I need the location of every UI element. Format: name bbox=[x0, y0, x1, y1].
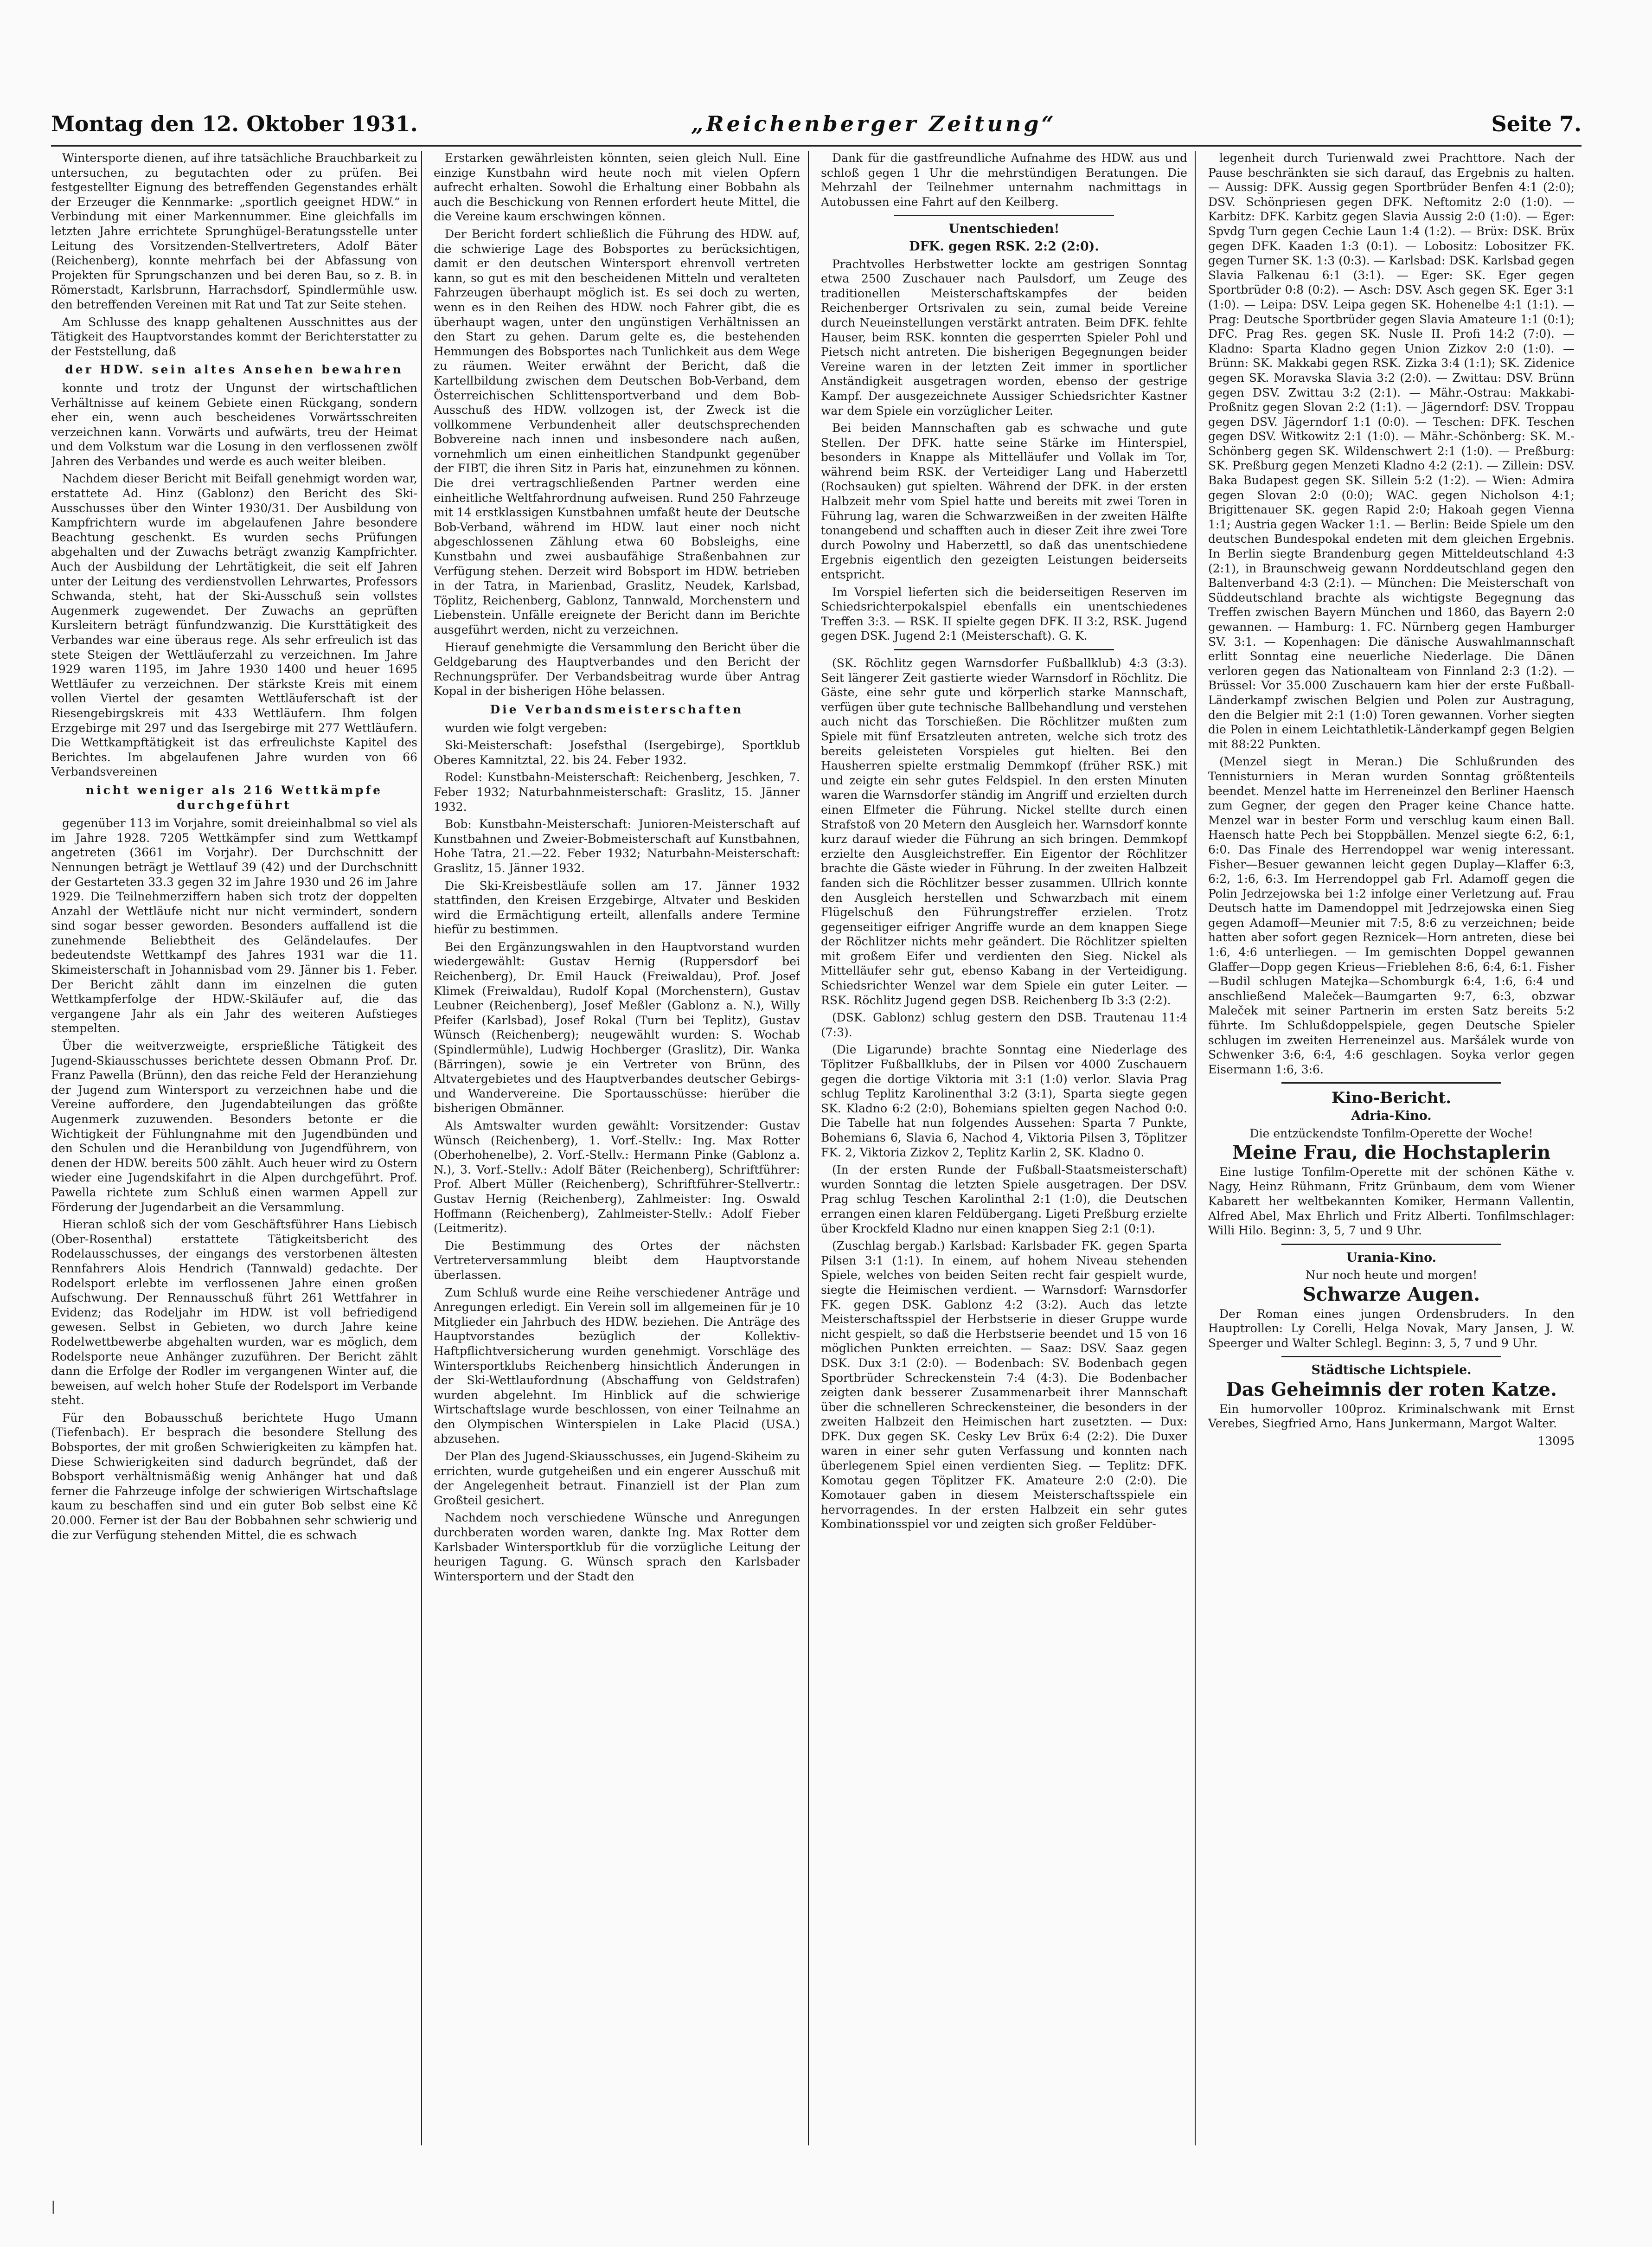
paragraph: Zum Schluß wurde eine Reihe verschiedener Anträge und Anregungen erledigt. Ein Verein soll im allgemeinen für je 10 Mitglieder ein Jahrbuch des HDW. beziehen. Die Anträge des Hauptvorstandes bezüglich der Kollektiv-Haftpflichtversicherung wurden genehmigt. Vorschläge des Wintersportklubs Reichenberg hinsichtlich Änderungen in der Ski-Wettlaufordnung (Abschaffung von Geldstrafen) wurden abgelehnt. Im Hinblick auf die schwierige Wirtschaftslage wurde beschlossen, von einer Teilnahme an den Olympischen Winterspielen in Lake Placid (USA.) abzusehen. bbox=[434, 1285, 800, 1446]
film-title: Schwarze Augen. bbox=[1302, 1283, 1480, 1305]
separator-rule bbox=[894, 649, 1114, 650]
paragraph: Im Vorspiel lieferten sich die beiderseitigen Reserven im Schiedsrichterpokalspiel ebenfalls ein unentschiedenes Treffen 3:3. — RSK. II spielte gegen DFK. II 3:2, RSK. Jugend gegen DSK. Jugend 2:1 (Meisterschaft). G. K. bbox=[821, 585, 1187, 643]
header-rule bbox=[51, 145, 1582, 147]
paragraph: Am Schlusse des knapp gehaltenen Ausschnittes aus der Tätigkeit des Hauptvorstandes kommt der Berichterstatter zu der Feststellung, daß bbox=[51, 315, 417, 358]
paragraph: Rodel: Kunstbahn-Meisterschaft: Reichenberg, Jeschken, 7. Feber 1932; Naturbahnmeisterschaft: Graslitz, 15. Jänner 1932. bbox=[434, 770, 800, 814]
paragraph: Bob: Kunstbahn-Meisterschaft: Junioren-Meisterschaft auf Kunstbahnen und Zweier-Bobmeisterschaft auf Kunstbahnen, Hohe Tatra, 21.—22. Feber 1932; Naturbahn-Meisterschaft: Graslitz, 15. Jänner 1932. bbox=[434, 817, 800, 875]
paragraph: konnte und trotz der Ungunst der wirtschaftlichen Verhältnisse auf keinem Gebiete einen Rückgang, sondern eher ein, wenn auch bescheidenes Vorwärtsschreiten verzeichnen kann. Vorwärts und aufwärts, treu der Heimat und dem Volkstum war die Losung in den verflossenen zwölf Jahren des Verbandes und werde es auch weiter bleiben. bbox=[51, 381, 417, 468]
separator-rule bbox=[894, 215, 1114, 216]
paragraph: Wintersporte dienen, auf ihre tatsächliche Brauchbarkeit zu untersuchen, zu begutachten oder zu prüfen. Bei festgestellter Eignung des betreffenden Gegenstandes erhält der Erzeuger die Kennmarke: „sportlich geeignet HDW.“ in Verbindung mit einer Markennummer. Eine gleichfalls im letzten Jahre errichtete Sprunghügel-Beratungsstelle unter Leitung des Vorsitzenden-Stellvertreters, Adolf Bäter (Reichenberg), konnte mehrfach bei der Abfassung von Projekten für Sprungschanzen und bei deren Bau, so z. B. in Römerstadt, Karlsbrunn, Harrachsdorf, Spindlermühle usw. den betreffenden Vereinen mit Rat und Tat zur Seite stehen. bbox=[51, 151, 417, 311]
paragraph: Hieran schloß sich der vom Geschäftsführer Hans Liebisch (Ober-Rosenthal) erstattete Tätigkeitsbericht des Rodelausschusses, der eingangs des verstorbenen ältesten Rennfahrers Alois Hendrich (Tannwald) gedachte. Der Rodelsport erlebte im verflossenen Jahre einen großen Aufschwung. Der Rennausschuß führt 261 Wettfahrer in Evidenz; das Rodeljahr im HDW. ist voll befriedigend gewesen. Selbst in Gebieten, wo durch Jahre keine Rodelwettbewerbe abgehalten wurden, war es möglich, dem Rodelsporte neue Anhänger zuzuführen. Der Bericht zählt dann die Erfolge der Rodler im vergangenen Winter auf, die beweisen, auf welch hoher Stufe der Rodelsport im Verbande steht. bbox=[51, 1218, 417, 1407]
column-rule-2 bbox=[808, 151, 809, 2145]
separator-rule bbox=[1281, 1082, 1501, 1084]
paragraph: Ein humorvoller 100proz. Kriminalschwank mit Ernst Verebes, Siegfried Arno, Hans Junkermann, Margot Walter. bbox=[1208, 1402, 1575, 1431]
paragraph: Der Plan des Jugend-Skiausschusses, ein Jugend-Skiheim zu errichten, wurde gutgeheißen und ein engerer Ausschuß mit der Angelegenheit betraut. Finanziell ist der Plan zum Großteil gesichert. bbox=[434, 1450, 800, 1507]
spaced-heading: Die Verbandsmeisterschaften bbox=[490, 702, 744, 716]
paragraph: Für den Bobausschuß berichtete Hugo Umann (Tiefenbach). Er besprach die besondere Stellung des Bobsportes, der mit großen Schwierigkeiten zu kämpfen hat. Diese Schwierigkeiten sind dadurch begründet, daß der Bobsport verhältnismäßig wenig Anhänger hat und daß ferner die Fahrzeuge infolge der schwierigen Wirtschaftslage kaum zu beschaffen sind und ein guter Bob selbst eine Kč 20.000. Ferner ist der Bau der Bobbahnen sehr schwierig und die zur Verfügung stehenden Mittel, die es schwach bbox=[51, 1411, 417, 1542]
paragraph: wurden wie folgt vergeben: bbox=[445, 721, 607, 735]
separator-rule bbox=[1281, 1244, 1501, 1245]
page-header bbox=[51, 111, 1582, 144]
paragraph: (In der ersten Runde der Fußball-Staatsmeisterschaft) wurden Sonntag die letzten Spiele ausgetragen. Der DSV. Prag schlug Teschen Karolinthal 2:1 (1:0), die Deutschen errangen einen klaren Feldübergang. Ligeti Preßburg erzielte über Krockfeld Kladno nur einen knappen Sieg 2:1 (0:1). bbox=[821, 1163, 1187, 1235]
paragraph: (Zuschlag bergab.) Karlsbad: Karlsbader FK. gegen Sparta Pilsen 3:1 (1:1). In einem, auf hohem Niveau stehenden Spiele, welches von beiden Seiten recht fair gespielt wurde, siegte die Heimischen verdient. — Warnsdorf: Warnsdorfer FK. gegen DSK. Gablonz 4:2 (3:2). Auch das letzte Meisterschaftsspiel der Herbstserie in dieser Gruppe wurde nicht gespielt, so daß die Herbstserie beendet und 15 von 16 möglichen Punkten erreichten. — Saaz: DSV. Saaz gegen DSK. Dux 3:1 (2:0). — Bodenbach: SV. Bodenbach gegen Sportbrüder Schreckenstein 7:4 (4:3). Die Bodenbacher zeigten dank besserer Zusammenarbeit ihrer Mannschaft über die schnelleren Schreckensteiner, die besonders in der zweiten Halbzeit den Heimischen hart zusetzten. — Dux: DFK. Dux gegen SK. Cesky Lev Brüx 6:4 (2:2). Die Duxer waren in einer sehr guten Verfassung und konnten nach überlegenem Spiel einen verdienten Sieg. — Teplitz: DFK. Komotau gegen Töplitzer FK. Amateure 2:0 (2:0). Die Komotauer gaben in diesem Meisterschaftsspiele ein hervorragendes. In der ersten Halbzeit ein sehr gutes Kombinationsspiel vor und zeigten sich großer Feldüber- bbox=[821, 1239, 1187, 1531]
separator-rule bbox=[1281, 1356, 1501, 1357]
centered-line: Die entzückendste Tonfilm-Operette der Woche! bbox=[1249, 1126, 1533, 1140]
column-rule-3 bbox=[1195, 151, 1196, 2145]
column-2 bbox=[434, 151, 800, 2145]
paragraph: Als Amtswalter wurden gewählt: Vorsitzender: Gustav Wünsch (Reichenberg), 1. Vorf.-Stellv.: Ing. Max Rotter (Oberhohenelbe), 2. Vorf.-Stellv.: Hermann Pinke (Gablonz a. N.), 3. Vorf.-Stellv.: Adolf Bäter (Reichenberg), Schriftführer: Prof. Albert Müller (Reichenberg), Schriftführer-Stellvertr.: Gustav Hernig (Reichenberg), Zahlmeister: Ing. Oswald Hoffmann (Reichenberg), Zahlmeister-Stellv.: Adolf Fieber (Leitmeritz). bbox=[434, 1119, 800, 1235]
paragraph: Der Roman eines jungen Ordensbruders. In den Hauptrollen: Ly Corelli, Helga Novak, Mary Jansen, J. W. Speerger und Walter Schlegl. Beginn: 3, 5, 7 und 9 Uhr. bbox=[1208, 1307, 1575, 1350]
paragraph: legenheit durch Turienwald zwei Prachttore. Nach der Pause beschränkten sie sich darauf, das Ergebnis zu halten. — Aussig: DFK. Aussig gegen Sportbrüder Benfen 4:1 (2:0); DSV. Schönpriesen gegen DFK. Neftomitz 2:0 (1:0). — Karbitz: DFK. Karbitz gegen Slavia Aussig 2:0 (1:0). — Eger: Spvdg Turn gegen Cechie Laun 1:4 (1:2). — Brüx: DSK. Brüx gegen DFK. Kaaden 1:3 (0:1). — Lobositz: Lobositzer FK. gegen Turner SK. 1:3 (0:3). — Karlsbad: DSK. Karlsbad gegen Slavia Falkenau 6:1 (3:1). — Eger: SK. Eger gegen Sportbrüder 0:8 (0:2). — Asch: DSV. Asch gegen SK. Eger 3:1 (1:0). — Leipa: DSV. Leipa gegen SK. Hohenelbe 4:1 (1:1). — Prag: Deutsche Sportbrüder gegen Slavia Amateure 1:1 (0:1); DFC. Prag Res. gegen SK. Nusle II. Profi 14:2 (7:0). — Kladno: Sparta Kladno gegen Union Zizkov 2:0 (1:0). — Brünn: SK. Makkabi gegen RSK. Zizka 3:4 (1:1); SK. Zidenice gegen SK. Moravska Slavia 3:2 (2:0). — Zwittau: DSV. Brünn gegen DSV. Zwittau 3:2 (2:1). — Mähr.-Ostrau: Makkabi-Proßnitz gegen Slovan 2:2 (1:1). — Jägerndorf: DSV. Troppau gegen DSV. Jägerndorf 1:1 (0:0). — Teschen: DFK. Teschen gegen DSV. Witkowitz 2:1 (1:0). — Mähr.-Schönberg: SK. M.-Schönberg gegen SK. Wildenschwert 2:1 (1:0). — Preßburg: SK. Preßburg gegen Menzeti Kladno 4:2 (2:1). — Zillein: DSV. Baka Budapest gegen SK. Sillein 5:2 (1:2). — Wien: Admira gegen Slovan 2:0 (0:0); WAC. gegen Nicholson 4:1; Brigittenauer SK. gegen Rapid 2:0; Hakoah gegen Vienna 1:1; Austria gegen Wacker 1:1. — Berlin: Beide Spiele um den deutschen Bundespokal endeten mit dem gleichen Ergebnis. In Berlin siegte Brandenburg gegen Mitteldeutschland 4:3 (2:1), in Braunschweig gewann Norddeutschland gegen den Baltenverband 4:3 (2:1). — München: Die Meisterschaft von Süddeutschland brachte als wichtigste Begegnung das Treffen zwischen Bayern München und 1860, das Bayern 2:0 gewannen. — Hamburg: 1. FC. Nürnberg gegen Hamburger SV. 3:1. — Kopenhagen: Die dänische Auswahlmannschaft erlitt Sonntag eine neuerliche Niederlage. Die Dänen verloren gegen das Nationalteam von Finnland 2:3 (1:2). — Brüssel: Vor 35.000 Zuschauern kam hier der erste Fußball-Länderkampf zwischen Belgien und Polen zur Austragung, den die Belgier mit 2:1 (1:0) Toren gewannen. Vorher siegten die Polen in einem Leichtathletik-Länderkampf gegen Belgien mit 88:22 Punkten. bbox=[1208, 151, 1575, 751]
paragraph: Nachdem dieser Bericht mit Beifall genehmigt worden war, erstattete Ad. Hinz (Gablonz) den Bericht des Ski-Ausschusses über den Winter 1930/31. Der Ausbildung von Kampfrichtern wurde im abgelaufenen Jahre besondere Beachtung geschenkt. Es wurden sechs Prüfungen abgehalten und der Zuwachs beträgt zwanzig Kampfrichter. Auch der Ausbildung der Lehrtätigkeit, die seit elf Jahren unter der Leitung des verdienstvollen Lehrwartes, Professors Schwanda, steht, hat der Ski-Ausschuß sein vollstes Augenmerk zugewendet. Der Zuwachs an geprüften Kursleitern beträgt fünfundzwanzig. Die Kursttätigkeit des Verbandes war eine überaus rege. Als sehr erfreulich ist das stete Steigen der Wettläuferzahl zu verzeichnen. Im Jahre 1929 waren 1195, im Jahre 1930 1400 und heuer 1695 Wettläufer zu verzeichnen. Der stärkste Kreis mit einem vollen Viertel der gesamten Wettläuferschaft ist der Riesengebirgskreis mit 433 Wettläufern. Ihm folgen Erzgebirge mit 297 und das Isergebirge mit 277 Wettläufern. Die Wettkampftätigkeit ist das erfreulichste Kapitel des Berichtes. Im abgelaufenen Jahre wurden von 66 Verbandsvereinen bbox=[51, 472, 417, 779]
column-3 bbox=[821, 151, 1187, 2145]
paragraph: Nachdem noch verschiedene Wünsche und Anregungen durchberaten worden waren, dankte Ing. Max Rotter dem Karlsbader Wintersportklub für die vorzügliche Leitung der heurigen Tagung. G. Wünsch sprach den Karlsbader Wintersportern und der Stadt den bbox=[434, 1511, 800, 1583]
paragraph: Der Bericht fordert schließlich die Führung des HDW. auf, die schwierige Lage des Bobsportes zu berücksichtigen, damit er den deutschen Wintersport ehrenvoll vertreten kann, so gut es mit den bescheidenen Mitteln und veralteten Fahrzeugen überhaupt möglich ist. Es sei doch zu werten, wenn es in den Reihen des HDW. noch Fahrer gibt, die es überhaupt wagen, unter den ungünstigen Verhältnissen an den Start zu gehen. Darum gelte es, die bestehenden Hemmungen des Bobsportes nach Tunlichkeit aus dem Wege zu räumen. Weiter erwähnt der Bericht, daß die Kartellbildung zwischen dem Deutschen Bob-Verband, dem Österreichischen Schlittensportverband und dem Bob-Ausschuß des HDW. vollzogen ist, der Zweck ist die vollkommene Verbundenheit aller deutschsprechenden Bobvereine nach innen und insbesondere nach außen, vornehmlich um einen einheitlichen Standpunkt gegenüber der FIBT, die ihren Sitz in Paris hat, einzunehmen zu können. Die drei vertragschließenden Partner werden eine einheitliche Weltfahrordnung aufweisen. Rund 250 Fahrzeuge mit 14 erstklassigen Kunstbahnen umfaßt heute der Deutsche Bob-Verband, während im HDW. laut einer noch nicht abgeschlossenen Zählung etwa 60 Bobsleighs, eine Kunstbahn und zwei ausbaufähige Straßenbahnen zur Verfügung stehen. Derzeit wird Bobsport im HDW. betrieben in der Tatra, in Marienbad, Graslitz, Neudek, Karlsbad, Töplitz, Reichenberg, Gablonz, Tannwald, Morchenstern und Liebenstein. Unfälle ereignete der Bericht dann im Berichte ausgeführt werden, nicht zu verzeichnen. bbox=[434, 227, 800, 636]
film-title: Meine Frau, die Hochstaplerin bbox=[1232, 1142, 1551, 1164]
subheading: Adria-Kino. bbox=[1351, 1109, 1432, 1123]
paragraph: (DSK. Gablonz) schlug gestern den DSB. Trautenau 11:4 (7:3). bbox=[821, 1011, 1187, 1039]
paragraph: Hierauf genehmigte die Versammlung den Bericht über die Geldgebarung des Hauptverbandes und den Bericht der Rechnungsprüfer. Der Verbandsbeitrag wurde über Antrag Kopal in der bisherigen Höhe belassen. bbox=[434, 640, 800, 698]
paragraph: Bei den Ergänzungswahlen in den Hauptvorstand wurden wiedergewählt: Gustav Hernig (Ruppersdorf bei Reichenberg), Dr. Emil Hauck (Freiwaldau), Prof. Josef Klimek (Freiwaldau), Rudolf Kopal (Morchenstern), Gustav Leubner (Reichenberg), Josef Meßler (Gablonz a. N.), Willy Pfeifer (Karlsbad), Josef Rokal (Turn bei Teplitz), Gustav Wünsch (Reichenberg); neugewählt wurden: S. Wochab (Spindlermühle), Ludwig Hochberger (Graslitz), Dir. Wanka (Bärringen), sowie je ein Vertreter von Brünn, des Altvatergebietes und des Hauptverbandes deutscher Gebirgs- und Wandervereine. Die Sportausschüsse: hierüber die bisherigen Obmänner. bbox=[434, 940, 800, 1115]
ad-code: 13095 bbox=[1537, 1434, 1575, 1448]
subheading: Unentschieden! bbox=[948, 222, 1060, 237]
column-4 bbox=[1208, 151, 1575, 2145]
centered-line: Nur noch heute und morgen! bbox=[1305, 1268, 1478, 1282]
paragraph: Die Ski-Kreisbestläufe sollen am 17. Jänner 1932 stattfinden, den Kreisen Erzgebirge, Altvater und Beskiden wird die Ermächtigung erteilt, allenfalls andere Termine hiefür zu bestimmen. bbox=[434, 879, 800, 937]
paragraph: Dank für die gastfreundliche Aufnahme des HDW. aus und schloß gegen 1 Uhr die mehrstündigen Beratungen. Die Mehrzahl der Teilnehmer unternahm nachmittags in Autobussen eine Fahrt auf den Keilberg. bbox=[821, 151, 1187, 209]
film-title: Das Geheimnis der roten Katze. bbox=[1226, 1378, 1557, 1400]
subheading: Urania-Kino. bbox=[1346, 1250, 1437, 1265]
subheading: DFK. gegen RSK. 2:2 (2:0). bbox=[909, 239, 1099, 254]
column-rule-1 bbox=[421, 151, 422, 2145]
paragraph: Eine lustige Tonfilm-Operette mit der schönen Käthe v. Nagy, Heinz Rühmann, Fritz Grünbaum, dem vom Wiener Kabarett her weltbekannten Komiker, Hermann Vallentin, Alfred Abel, Max Ehrlich und Fritz Alberti. Tonfilmschlager: Willi Hilo. Beginn: 3, 5, 7 und 9 Uhr. bbox=[1208, 1165, 1575, 1238]
paragraph: Die Bestimmung des Ortes der nächsten Vertreterversammlung bleibt dem Hauptvorstande überlassen. bbox=[434, 1239, 800, 1282]
spaced-heading: nicht weniger als 216 Wettkämpfe durchgeführt bbox=[85, 783, 383, 812]
paragraph: Bei beiden Mannschaften gab es schwache und gute Stellen. Der DFK. hatte seine Stärke im Hinterspiel, besonders in Knappe als Mittelläufer und Vollak im Tor, während beim RSK. der Verteidiger Lang und Haberzettl (Rochsauken) gut spielten. Während der DFK. in der ersten Halbzeit mehr vom Spiel hatte und bereits mit zwei Toren in Führung lag, waren die Schwarzweißen in der zweiten Hälfte tonangebend und schafften auch in dieser Zeit ihre zwei Tore durch Powolny und Haberzettl, so daß das unentschiedene Ergebnis eigentlich den gezeigten Leistungen beiderseits entspricht. bbox=[821, 421, 1187, 582]
page-number: Seite 7. bbox=[1491, 111, 1582, 136]
paragraph: gegenüber 113 im Vorjahre, somit dreieinhalbmal so viel als im Jahre 1928. 7205 Wettkämpfer sind zum Wettkampf angetreten (3661 im Vorjahr). Der Durchschnitt der Nennungen beträgt je Wettlauf 39 (42) und der Durchschnitt der Gestarteten 33.3 gegen 32 im Jahre 1930 und 26 im Jahre 1929. Die Teilnehmerziffern haben sich trotz der doppelten Anzahl der Wettläufe nicht nur nicht vermindert, sondern sind sogar besser geworden. Besonders auffallend ist die zunehmende Beliebtheit des Geländelaufes. Der bedeutendste Wettkampf des Jahres 1931 war die 11. Skimeisterschaft in Johannisbad vom 29. Jänner bis 1. Feber. Der Bericht zählt dann im einzelnen die guten Wettkampferfolge der HDW.-Skiläufer auf, die das vergangene Jahr als ein Jahr des weiteren Aufstieges stempelten. bbox=[51, 816, 417, 1035]
subheading: Städtische Lichtspiele. bbox=[1311, 1363, 1472, 1378]
issue-date: Montag den 12. Oktober 1931. bbox=[51, 111, 418, 136]
paragraph: Über die weitverzweigte, ersprießliche Tätigkeit des Jugend-Skiausschusses berichtete dessen Obmann Prof. Dr. Franz Pawella (Brünn), den das reiche Feld der Heranziehung der Jugend zum Wintersport zu verzeichnen habe und die Vereine auffordere, den Jugendabteilungen das größte Augenmerk zuzuwenden. Besonders betonte er die Wichtigkeit der Fühlungnahme mit den Jugendbünden und den Schulen und die Heranbildung von Jugendführern, von denen der HDW. bereits 500 zählt. Auch heuer wird zu Ostern wieder eine Jugendskifahrt in die Alpen durchgeführt. Prof. Pawella richtete zum Schluß einen warmen Appell zur Förderung der Jugendarbeit an die Versammlung. bbox=[51, 1039, 417, 1214]
paragraph: (Menzel siegt in Meran.) Die Schlußrunden des Tennisturniers in Meran wurden Sonntag größtenteils beendet. Menzel hatte im Herreneinzel den Berliner Haensch zum Gegner, der gegen den Prager keine Chance hatte. Menzel war in bester Form und verschlug kaum einen Ball. Haensch hatte Pech bei Stoppbällen. Menzel siegte 6:2, 6:1, 6:0. Das Finale des Herrendoppel war wenig interessant. Fisher—Besuer gewannen leicht gegen Duplay—Klaffer 6:3, 6:2, 1:6, 6:3. Im Herrendoppel gab Frl. Adamoff gegen die Polin Jedrzejowska bei 1:2 infolge einer Verletzung auf. Frau Deutsch hatte im Damendoppel mit Jedrzejowska einen Sieg gegen Adamoff—Meunier mit 7:5, 8:6 zu verzeichnen; beide hatten aber sofort gegen Reznicek—Horn antreten, diese bei 1:6, 4:6 unterliegen. — Im gemischten Doppel gewannen Glaffer—Dopp gegen Krieus—Frieblehen 8:6, 6:4, 6:1. Fisher—Budil schlugen Matejka—Schomburgk 6:4, 1:6, 6:4 und anschließend Maleček—Baumgarten 9:7, 6:3, obzwar Maleček mit seiner Partnerin im ersten Satz bereits 5:2 führte. Im Schlußdoppelspiele, gegen Deutsche Spieler schlugen im zweiten Herreneinzel aus. Maršálek wurde von Schwenker 3:6, 6:4, 4:6 geschlagen. Soyka verlor gegen Eisermann 1:6, 3:6. bbox=[1208, 755, 1575, 1076]
page-edge-mark: | bbox=[51, 2199, 56, 2214]
paragraph: Erstarken gewährleisten könnten, seien gleich Null. Eine einzige Kunstbahn wird heute noch mit vielen Opfern aufrecht erhalten. Sowohl die Erhaltung einer Bobbahn als auch die Beschickung von Rennen erfordert heute Mittel, die die Vereine kaum erschwingen können. bbox=[434, 151, 800, 224]
section-title: Kino-Bericht. bbox=[1331, 1089, 1452, 1108]
paragraph: (Die Ligarunde) brachte Sonntag eine Niederlage des Töplitzer Fußballklubs, der in Pilsen vor 4000 Zuschauern gegen die dortige Viktoria mit 3:1 (1:0) verlor. Slavia Prag schlug Teplitz Karolinenthal 3:2 (3:1), Sparta siegte gegen SK. Kladno 6:2 (2:0), Bohemians spielten gegen Nachod 0:0. Die Tabelle hat nun folgendes Aussehen: Sparta 7 Punkte, Bohemians 6, Slavia 6, Nachod 4, Viktoria Pilsen 3, Töplitzer FK. 2, Viktoria Zizkov 2, Teplitz Karlin 2, SK. Kladno 0. bbox=[821, 1043, 1187, 1159]
paragraph: (SK. Röchlitz gegen Warnsdorfer Fußballklub) 4:3 (3:3). Seit längerer Zeit gastierte wieder Warnsdorf in Röchlitz. Die Gäste, eine sehr gute und körperlich starke Mannschaft, verfügen über gute technische Ballbehandlung und verstehen auch nicht das Torschießen. Die Röchlitzer mußten zum Spiele mit fünf Ersatzleuten antreten, welche sich trotz des bereits geleisteten Vorspieles gut hielten. Bei den Hausherren spielte erstmalig Demmkopf (früher RSK.) mit und zeigte ein sehr gutes Feldspiel. In den ersten Minuten waren die Warnsdorfer ständig im Angriff und erzielten durch einen Elfmeter die Führung. Nickel stellte durch einen Strafstoß von 20 Metern den Ausgleich her. Warnsdorf konnte kurz darauf wieder die Führung an sich bringen. Demmkopf erzielte den Ausgleichstreffer. Ein Eigentor der Röchlitzer brachte die Gäste wieder in Führung. In der zweiten Halbzeit fanden sich die Röchlitzer besser zusammen. Ullrich konnte den Ausgleich herstellen und Schwarzbach mit einem Flügelschuß den Führungstreffer erzielen. Trotz gegenseitiger eifriger Angriffe wurde an dem knappen Siege der Röchlitzer nichts mehr geändert. Die Röchlitzer spielten mit großem Eifer und verdienten den Sieg. Nickel als Mittelläufer sehr gut, ebenso Kabang in der Verteidigung. Schiedsrichter Wenzel war dem Spiele ein guter Leiter. — RSK. Röchlitz Jugend gegen DSB. Reichenberg Ib 3:3 (2:2). bbox=[821, 656, 1187, 1007]
paragraph: Prachtvolles Herbstwetter lockte am gestrigen Sonntag etwa 2500 Zuschauer nach Paulsdorf, um Zeuge des traditionellen Meisterschaftskampfes der beiden Reichenberger Ortsrivalen zu sein, zumal beide Vereine durch Neueinstellungen verstärkt antraten. Beim DFK. fehlte Hauser, beim RSK. konnten die gesperrten Spieler Pohl und Pietsch nicht antreten. Die bisherigen Begegnungen beider Vereine waren in der letzten Zeit immer in sportlicher Anständigkeit ausgetragen worden, ebenso der gestrige Kampf. Der ausgezeichnete Aussiger Schiedsrichter Kastner war dem Spiele ein vorzüglicher Leiter. bbox=[821, 257, 1187, 417]
masthead: „Reichenberger Zeitung“ bbox=[691, 111, 1057, 136]
paragraph: Ski-Meisterschaft: Josefsthal (Isergebirge), Sportklub Oberes Kamnitztal, 22. bis 24. Feber 1932. bbox=[434, 738, 800, 767]
column-1 bbox=[51, 151, 417, 2145]
spaced-heading: der HDW. sein altes Ansehen bewahren bbox=[65, 363, 403, 377]
